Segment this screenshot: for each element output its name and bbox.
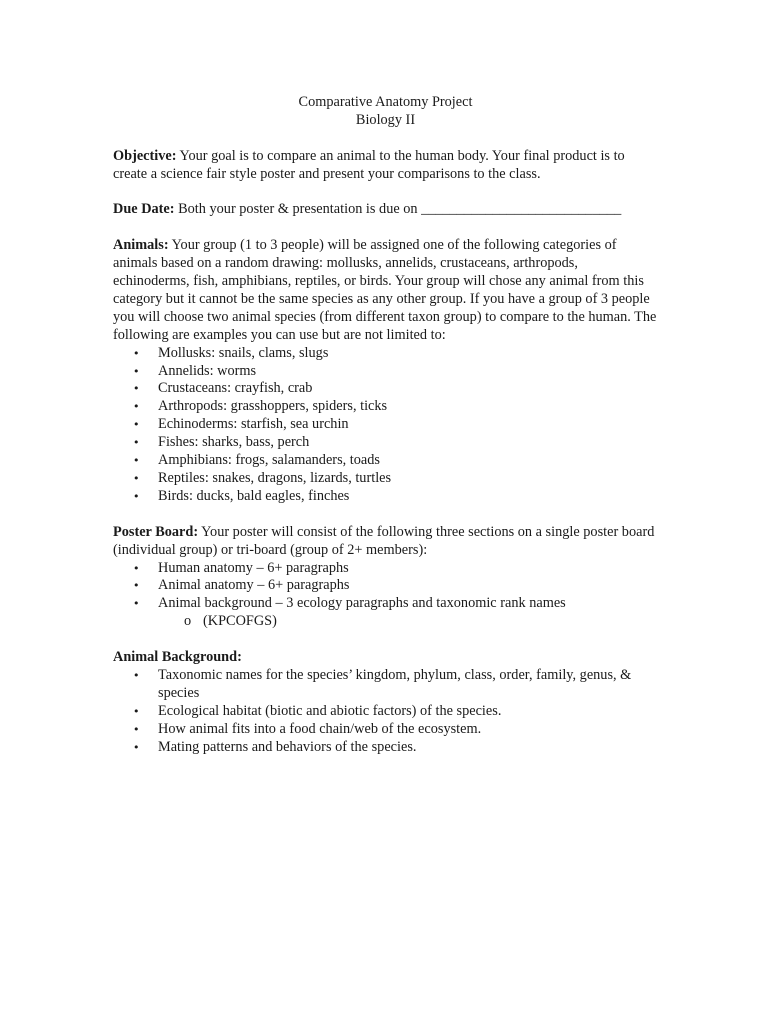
bullet-icon: • — [133, 346, 140, 360]
list-item: • Arthropods: grasshoppers, spiders, ticks — [133, 398, 388, 415]
bullet-icon: • — [133, 418, 140, 432]
poster-label: Poster Board: — [113, 523, 199, 540]
bullet-icon: • — [133, 722, 140, 736]
document-title: Comparative Anatomy Project — [298, 94, 473, 110]
animal-categories-list — [113, 345, 658, 506]
list-item: • Birds: ducks, bald eagles, finches — [133, 487, 350, 504]
bullet-icon: • — [133, 454, 140, 468]
list-item: • Crustaceans: crayfish, crab — [133, 380, 313, 397]
list-item: • Animal background – 3 ecology paragraphs and taxonomic rank names o (KPCOFGS) — [113, 595, 658, 631]
due-date-paragraph — [113, 201, 658, 219]
bullet-icon: • — [133, 579, 140, 593]
list-item: • Annelids: worms — [133, 362, 257, 379]
list-item: • Human anatomy – 6+ paragraphs — [133, 559, 349, 576]
circle-bullet-icon: o — [184, 613, 192, 630]
document-subtitle: Biology II — [355, 111, 416, 128]
bullet-icon: • — [133, 436, 140, 450]
background-list — [113, 667, 658, 757]
list-item: • Fishes: sharks, bass, perch — [133, 434, 310, 451]
animals-text: Your group (1 to 3 people) will be assigned one of the following categories of animals based on a random drawing: mollusks, annelids, crustaceans, arthropods, echinoderms, fish, amphibians, reptiles, or birds. Your group will chose any animal from this category but it cannot be the same species as any other group. If you have a group of 3 people you will choose two animal species (from different taxon group) to compare to the human. The following are examples you can use but are not limited to: — [113, 237, 657, 343]
poster-sections-list — [113, 560, 658, 632]
bullet-icon: • — [133, 704, 140, 718]
list-item: • Mollusks: snails, clams, slugs — [133, 344, 329, 361]
objective-paragraph — [113, 148, 658, 184]
list-item: • Amphibians: frogs, salamanders, toads — [133, 452, 380, 469]
background-heading: Animal Background: — [113, 649, 242, 666]
bullet-icon: • — [133, 489, 140, 503]
bullet-icon: • — [133, 597, 140, 611]
poster-text: Your poster will consist of the following three sections on a single poster board (individual group) or tri-board (group of 2+ members): — [113, 523, 655, 558]
list-item: • Mating patterns and behaviors of the species. — [133, 738, 417, 755]
bullet-icon: • — [133, 471, 140, 485]
bullet-icon: • — [133, 382, 140, 396]
list-item: • Taxonomic names for the species’ kingdom, phylum, class, order, family, genus, & species — [133, 666, 632, 701]
animals-label: Animals: — [113, 237, 169, 254]
due-date-text: Both your poster & presentation is due on ____________________________ — [174, 201, 622, 218]
list-item: • Echinoderms: starfish, sea urchin — [133, 416, 349, 433]
bullet-icon: • — [133, 400, 140, 414]
bullet-icon: • — [133, 364, 140, 378]
bullet-icon: • — [133, 561, 140, 575]
document-page — [113, 94, 658, 756]
list-item: • How animal fits into a food chain/web of the ecosystem. — [133, 720, 482, 737]
due-date-label: Due Date: — [113, 201, 175, 218]
poster-paragraph — [113, 524, 658, 560]
bullet-icon: • — [133, 740, 140, 754]
list-item: • Reptiles: snakes, dragons, lizards, turtles — [133, 469, 392, 486]
list-item: • Ecological habitat (biotic and abiotic factors) of the species. — [133, 702, 502, 719]
objective-text: Your goal is to compare an animal to the human body. Your final product is to create a science fair style poster and present your comparisons to the class. — [113, 147, 625, 182]
poster-sublist — [158, 613, 658, 631]
sub-list-item: o (KPCOFGS) — [184, 613, 277, 630]
objective-label: Objective: — [113, 147, 177, 164]
bullet-icon: • — [133, 668, 140, 682]
list-item: • Animal anatomy – 6+ paragraphs — [133, 577, 350, 594]
animals-paragraph — [113, 237, 658, 344]
